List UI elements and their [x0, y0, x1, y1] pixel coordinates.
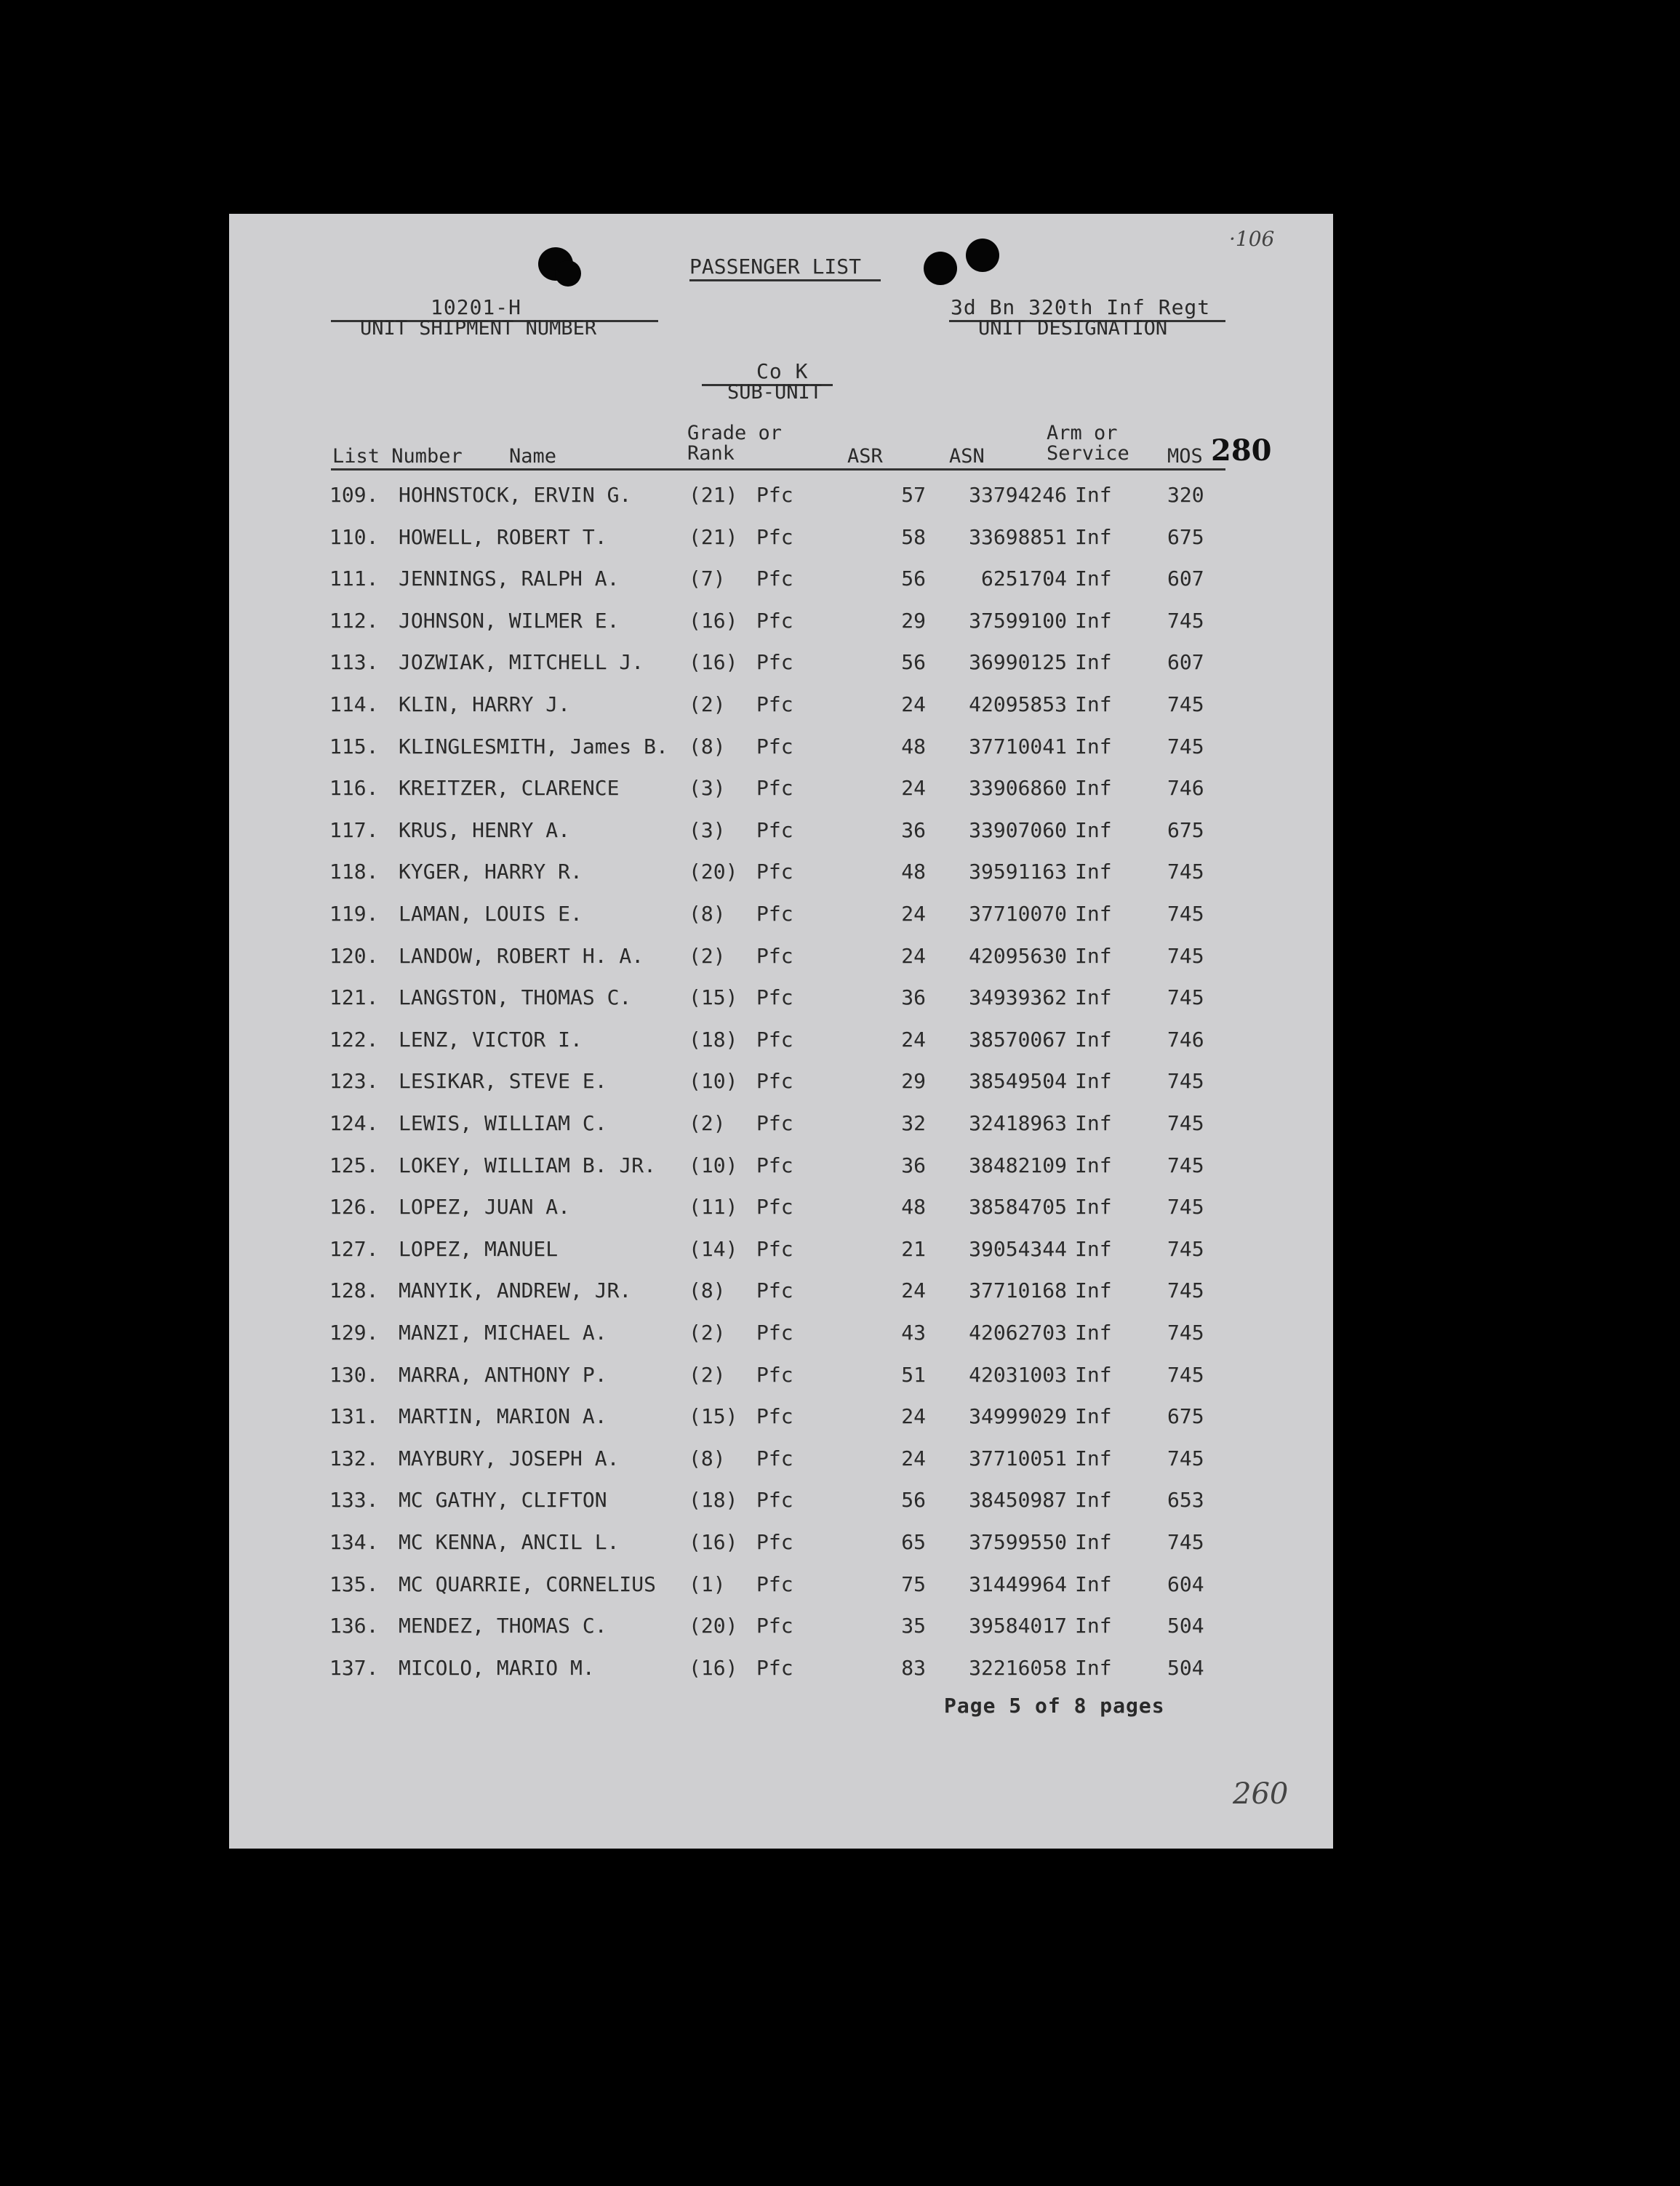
cell-arm: Inf	[1075, 1404, 1112, 1429]
cell-name: MANZI, MICHAEL A.	[399, 1321, 607, 1345]
cell-num: 112.	[329, 608, 379, 633]
cell-asr: 58	[901, 524, 926, 549]
cell-arm: Inf	[1075, 734, 1112, 758]
cell-name: MANYIK, ANDREW, JR.	[399, 1278, 632, 1303]
cell-mos: 745	[1167, 902, 1204, 926]
table-row	[229, 1404, 1333, 1441]
cell-grade: (2)	[689, 943, 726, 968]
cell-grade: (18)	[689, 1027, 738, 1052]
cell-name: KLIN, HARRY J.	[399, 692, 571, 716]
cell-rank: Pfc	[756, 1027, 793, 1052]
cell-name: LOPEZ, JUAN A.	[399, 1195, 571, 1220]
table-row	[229, 944, 1333, 980]
cell-asn: 38549504	[969, 1069, 1067, 1094]
col-header-asn: ASN	[949, 445, 985, 468]
cell-arm: Inf	[1075, 1027, 1112, 1052]
cell-arm: Inf	[1075, 1362, 1112, 1387]
cell-asn: 31449964	[969, 1572, 1067, 1596]
cell-rank: Pfc	[756, 483, 793, 507]
cell-asn: 39054344	[969, 1236, 1067, 1261]
table-row	[229, 776, 1333, 812]
shipment-number-label: UNIT SHIPMENT NUMBER	[360, 317, 597, 340]
cell-num: 126.	[329, 1195, 379, 1220]
cell-mos: 745	[1167, 1321, 1204, 1345]
cell-asr: 65	[901, 1530, 926, 1554]
cell-asn: 32216058	[969, 1655, 1067, 1680]
cell-mos: 746	[1167, 1027, 1204, 1052]
cell-asr: 36	[901, 817, 926, 842]
cell-asn: 37599550	[969, 1530, 1067, 1554]
cell-asr: 29	[901, 608, 926, 633]
cell-asr: 56	[901, 1488, 926, 1513]
cell-grade: (16)	[689, 1655, 738, 1680]
cell-num: 111.	[329, 566, 379, 591]
cell-rank: Pfc	[756, 1362, 793, 1387]
cell-arm: Inf	[1075, 483, 1112, 507]
title-underline	[689, 279, 881, 281]
cell-name: MARTIN, MARION A.	[399, 1404, 607, 1429]
cell-num: 121.	[329, 985, 379, 1010]
cell-mos: 675	[1167, 524, 1204, 549]
cell-grade: (2)	[689, 1111, 726, 1135]
cell-name: LOPEZ, MANUEL	[399, 1236, 559, 1261]
cell-asn: 42095630	[969, 943, 1067, 968]
cell-mos: 745	[1167, 1153, 1204, 1177]
cell-rank: Pfc	[756, 985, 793, 1010]
cell-mos: 745	[1167, 943, 1204, 968]
cell-arm: Inf	[1075, 608, 1112, 633]
cell-mos: 745	[1167, 1069, 1204, 1094]
cell-asn: 36990125	[969, 650, 1067, 675]
cell-asn: 38584705	[969, 1195, 1067, 1220]
cell-asn: 33906860	[969, 776, 1067, 801]
cell-arm: Inf	[1075, 1614, 1112, 1638]
cell-rank: Pfc	[756, 524, 793, 549]
corner-mark: ·106	[1229, 227, 1275, 251]
header-underline	[331, 468, 1225, 471]
col-header-asr: ASR	[847, 445, 883, 468]
cell-arm: Inf	[1075, 1530, 1112, 1554]
cell-rank: Pfc	[756, 566, 793, 591]
punch-hole-left-2	[555, 260, 581, 287]
cell-arm: Inf	[1075, 1195, 1112, 1220]
table-row	[229, 818, 1333, 854]
table-row	[229, 650, 1333, 686]
cell-name: KLINGLESMITH, James B.	[399, 734, 668, 758]
cell-mos: 607	[1167, 650, 1204, 675]
table-row	[229, 525, 1333, 561]
table-row	[229, 1111, 1333, 1148]
cell-name: HOHNSTOCK, ERVIN G.	[399, 483, 632, 507]
cell-arm: Inf	[1075, 692, 1112, 716]
cell-arm: Inf	[1075, 1153, 1112, 1177]
cell-arm: Inf	[1075, 650, 1112, 675]
cell-rank: Pfc	[756, 817, 793, 842]
cell-grade: (15)	[689, 1404, 738, 1429]
cell-asr: 43	[901, 1321, 926, 1345]
cell-name: LENZ, VICTOR I.	[399, 1027, 583, 1052]
cell-asn: 39591163	[969, 860, 1067, 884]
cell-grade: (18)	[689, 1488, 738, 1513]
cell-num: 135.	[329, 1572, 379, 1596]
cell-arm: Inf	[1075, 1655, 1112, 1680]
table-row	[229, 1237, 1333, 1273]
cell-num: 118.	[329, 860, 379, 884]
cell-asn: 37599100	[969, 608, 1067, 633]
cell-rank: Pfc	[756, 1278, 793, 1303]
unit-designation: 3d Bn 320th Inf Regt	[951, 295, 1211, 319]
cell-rank: Pfc	[756, 860, 793, 884]
cell-num: 120.	[329, 943, 379, 968]
cell-mos: 675	[1167, 1404, 1204, 1429]
cell-rank: Pfc	[756, 734, 793, 758]
cell-rank: Pfc	[756, 1195, 793, 1220]
cell-asn: 37710168	[969, 1278, 1067, 1303]
cell-name: JOZWIAK, MITCHELL J.	[399, 650, 644, 675]
cell-asr: 48	[901, 860, 926, 884]
table-row	[229, 985, 1333, 1022]
cell-num: 124.	[329, 1111, 379, 1135]
cell-asr: 75	[901, 1572, 926, 1596]
cell-name: JENNINGS, RALPH A.	[399, 566, 620, 591]
table-row	[229, 1446, 1333, 1483]
cell-asn: 32418963	[969, 1111, 1067, 1135]
cell-asn: 37710070	[969, 902, 1067, 926]
cell-mos: 607	[1167, 566, 1204, 591]
cell-name: KYGER, HARRY R.	[399, 860, 583, 884]
table-row	[229, 1321, 1333, 1357]
cell-asr: 83	[901, 1655, 926, 1680]
punch-hole-right	[924, 252, 957, 285]
table-row	[229, 860, 1333, 896]
cell-mos: 745	[1167, 1236, 1204, 1261]
cell-asn: 38482109	[969, 1153, 1067, 1177]
table-row	[229, 902, 1333, 938]
cell-mos: 746	[1167, 776, 1204, 801]
table-row	[229, 734, 1333, 771]
cell-grade: (3)	[689, 817, 726, 842]
cell-mos: 745	[1167, 692, 1204, 716]
cell-asr: 24	[901, 902, 926, 926]
cell-grade: (2)	[689, 1321, 726, 1345]
cell-rank: Pfc	[756, 1614, 793, 1638]
cell-rank: Pfc	[756, 1655, 793, 1680]
cell-asr: 24	[901, 1404, 926, 1429]
cell-mos: 745	[1167, 1111, 1204, 1135]
cell-arm: Inf	[1075, 817, 1112, 842]
cell-asr: 35	[901, 1614, 926, 1638]
col-header-mos: MOS	[1167, 445, 1203, 468]
cell-name: MC GATHY, CLIFTON	[399, 1488, 607, 1513]
cell-grade: (8)	[689, 1278, 726, 1303]
cell-arm: Inf	[1075, 776, 1112, 801]
cell-mos: 745	[1167, 608, 1204, 633]
cell-grade: (21)	[689, 483, 738, 507]
document-page	[229, 214, 1333, 1849]
cell-arm: Inf	[1075, 1069, 1112, 1094]
cell-rank: Pfc	[756, 1236, 793, 1261]
cell-asr: 56	[901, 566, 926, 591]
table-row	[229, 1656, 1333, 1692]
cell-asn: 34939362	[969, 985, 1067, 1010]
cell-grade: (8)	[689, 902, 726, 926]
cell-asn: 38570067	[969, 1027, 1067, 1052]
cell-name: MC KENNA, ANCIL L.	[399, 1530, 620, 1554]
cell-asr: 24	[901, 1027, 926, 1052]
cell-asr: 29	[901, 1069, 926, 1094]
table-row	[229, 692, 1333, 729]
cell-grade: (20)	[689, 860, 738, 884]
table-row	[229, 1153, 1333, 1190]
cell-asn: 42031003	[969, 1362, 1067, 1387]
cell-name: KREITZER, CLARENCE	[399, 776, 620, 801]
cell-mos: 604	[1167, 1572, 1204, 1596]
cell-grade: (7)	[689, 566, 726, 591]
cell-rank: Pfc	[756, 776, 793, 801]
cell-name: MAYBURY, JOSEPH A.	[399, 1446, 620, 1470]
cell-grade: (16)	[689, 1530, 738, 1554]
cell-arm: Inf	[1075, 566, 1112, 591]
page-title: PASSENGER LIST	[689, 255, 862, 279]
cell-mos: 745	[1167, 1530, 1204, 1554]
cell-asr: 48	[901, 1195, 926, 1220]
cell-asn: 37710041	[969, 734, 1067, 758]
cell-num: 130.	[329, 1362, 379, 1387]
unit-designation-label: UNIT DESIGNATION	[978, 317, 1168, 340]
col-header-arm-1: Arm or	[1047, 422, 1118, 444]
cell-asr: 24	[901, 692, 926, 716]
table-row	[229, 1530, 1333, 1566]
cell-arm: Inf	[1075, 1236, 1112, 1261]
cell-mos: 504	[1167, 1655, 1204, 1680]
cell-grade: (8)	[689, 734, 726, 758]
cell-rank: Pfc	[756, 1153, 793, 1177]
table-row	[229, 1363, 1333, 1399]
cell-grade: (1)	[689, 1572, 726, 1596]
cell-name: MENDEZ, THOMAS C.	[399, 1614, 607, 1638]
cell-mos: 745	[1167, 860, 1204, 884]
cell-rank: Pfc	[756, 650, 793, 675]
cell-name: KRUS, HENRY A.	[399, 817, 571, 842]
cell-asn: 42062703	[969, 1321, 1067, 1345]
cell-num: 116.	[329, 776, 379, 801]
cell-asn: 33794246	[969, 483, 1067, 507]
cell-rank: Pfc	[756, 943, 793, 968]
cell-asr: 36	[901, 1153, 926, 1177]
cell-grade: (15)	[689, 985, 738, 1010]
cell-grade: (10)	[689, 1153, 738, 1177]
cell-mos: 745	[1167, 1446, 1204, 1470]
cell-num: 134.	[329, 1530, 379, 1554]
cell-rank: Pfc	[756, 1488, 793, 1513]
cell-name: MC QUARRIE, CORNELIUS	[399, 1572, 657, 1596]
table-row	[229, 1572, 1333, 1609]
cell-num: 115.	[329, 734, 379, 758]
cell-asr: 51	[901, 1362, 926, 1387]
cell-name: LOKEY, WILLIAM B. JR.	[399, 1153, 657, 1177]
cell-num: 114.	[329, 692, 379, 716]
cell-num: 119.	[329, 902, 379, 926]
cell-rank: Pfc	[756, 692, 793, 716]
cell-grade: (21)	[689, 524, 738, 549]
col-header-arm-2: Service	[1047, 442, 1129, 465]
cell-arm: Inf	[1075, 1321, 1112, 1345]
cell-grade: (10)	[689, 1069, 738, 1094]
cell-num: 129.	[329, 1321, 379, 1345]
cell-grade: (3)	[689, 776, 726, 801]
cell-rank: Pfc	[756, 1069, 793, 1094]
cell-asn: 33698851	[969, 524, 1067, 549]
page-footer: Page 5 of 8 pages	[944, 1694, 1165, 1718]
cell-name: MARRA, ANTHONY P.	[399, 1362, 607, 1387]
cell-name: LESIKAR, STEVE E.	[399, 1069, 607, 1094]
cell-num: 125.	[329, 1153, 379, 1177]
cell-grade: (16)	[689, 608, 738, 633]
cell-grade: (2)	[689, 1362, 726, 1387]
sub-unit: Co K	[756, 359, 809, 383]
shipment-number: 10201-H	[431, 295, 522, 319]
cell-mos: 745	[1167, 1278, 1204, 1303]
cell-rank: Pfc	[756, 1446, 793, 1470]
cell-grade: (11)	[689, 1195, 738, 1220]
cell-grade: (16)	[689, 650, 738, 675]
cell-num: 110.	[329, 524, 379, 549]
cell-asr: 24	[901, 1446, 926, 1470]
cell-num: 122.	[329, 1027, 379, 1052]
cell-arm: Inf	[1075, 524, 1112, 549]
cell-asn: 6251704	[980, 566, 1067, 591]
cell-num: 128.	[329, 1278, 379, 1303]
handwritten-number: 260	[1233, 1777, 1289, 1811]
cell-rank: Pfc	[756, 1530, 793, 1554]
col-header-grade-2: Rank	[687, 442, 735, 465]
cell-asn: 34999029	[969, 1404, 1067, 1429]
cell-grade: (14)	[689, 1236, 738, 1261]
cell-num: 109.	[329, 483, 379, 507]
col-header-name: Name	[509, 445, 557, 468]
cell-num: 113.	[329, 650, 379, 675]
cell-rank: Pfc	[756, 1111, 793, 1135]
col-header-list-number: List Number	[332, 445, 463, 468]
cell-arm: Inf	[1075, 943, 1112, 968]
cell-rank: Pfc	[756, 608, 793, 633]
cell-num: 132.	[329, 1446, 379, 1470]
cell-asr: 32	[901, 1111, 926, 1135]
cell-name: JOHNSON, WILMER E.	[399, 608, 620, 633]
cell-name: HOWELL, ROBERT T.	[399, 524, 607, 549]
table-row	[229, 483, 1333, 519]
cell-grade: (8)	[689, 1446, 726, 1470]
table-row	[229, 566, 1333, 603]
cell-rank: Pfc	[756, 1321, 793, 1345]
cell-mos: 745	[1167, 1362, 1204, 1387]
cell-mos: 745	[1167, 734, 1204, 758]
table-row	[229, 1614, 1333, 1650]
cell-asr: 24	[901, 776, 926, 801]
cell-arm: Inf	[1075, 860, 1112, 884]
table-row	[229, 609, 1333, 645]
sub-unit-label: SUB-UNIT	[727, 381, 823, 404]
cell-num: 137.	[329, 1655, 379, 1680]
cell-asr: 48	[901, 734, 926, 758]
cell-num: 127.	[329, 1236, 379, 1261]
punch-hole-right-2	[966, 239, 999, 272]
cell-asr: 24	[901, 1278, 926, 1303]
cell-asr: 36	[901, 985, 926, 1010]
cell-asr: 56	[901, 650, 926, 675]
cell-num: 136.	[329, 1614, 379, 1638]
cell-num: 117.	[329, 817, 379, 842]
cell-mos: 504	[1167, 1614, 1204, 1638]
cell-grade: (20)	[689, 1614, 738, 1638]
cell-num: 133.	[329, 1488, 379, 1513]
cell-num: 123.	[329, 1069, 379, 1094]
cell-mos: 675	[1167, 817, 1204, 842]
cell-name: MICOLO, MARIO M.	[399, 1655, 595, 1680]
cell-name: LANGSTON, THOMAS C.	[399, 985, 632, 1010]
table-row	[229, 1278, 1333, 1315]
cell-mos: 745	[1167, 985, 1204, 1010]
cell-arm: Inf	[1075, 1278, 1112, 1303]
cell-name: LAMAN, LOUIS E.	[399, 902, 583, 926]
cell-arm: Inf	[1075, 1488, 1112, 1513]
cell-num: 131.	[329, 1404, 379, 1429]
col-header-grade-1: Grade or	[687, 422, 783, 444]
cell-asr: 21	[901, 1236, 926, 1261]
cell-rank: Pfc	[756, 1572, 793, 1596]
table-row	[229, 1488, 1333, 1524]
cell-asn: 39584017	[969, 1614, 1067, 1638]
cell-name: LANDOW, ROBERT H. A.	[399, 943, 644, 968]
cell-name: LEWIS, WILLIAM C.	[399, 1111, 607, 1135]
cell-rank: Pfc	[756, 1404, 793, 1429]
cell-asn: 37710051	[969, 1446, 1067, 1470]
cell-asn: 42095853	[969, 692, 1067, 716]
cell-arm: Inf	[1075, 1111, 1112, 1135]
stamp-number: 280	[1211, 433, 1272, 468]
cell-rank: Pfc	[756, 902, 793, 926]
cell-asn: 38450987	[969, 1488, 1067, 1513]
cell-grade: (2)	[689, 692, 726, 716]
cell-mos: 320	[1167, 483, 1204, 507]
cell-asn: 33907060	[969, 817, 1067, 842]
cell-arm: Inf	[1075, 985, 1112, 1010]
cell-arm: Inf	[1075, 1572, 1112, 1596]
table-row	[229, 1028, 1333, 1064]
table-row	[229, 1195, 1333, 1231]
cell-asr: 57	[901, 483, 926, 507]
cell-mos: 745	[1167, 1195, 1204, 1220]
cell-mos: 653	[1167, 1488, 1204, 1513]
cell-arm: Inf	[1075, 902, 1112, 926]
cell-asr: 24	[901, 943, 926, 968]
table-row	[229, 1069, 1333, 1105]
cell-arm: Inf	[1075, 1446, 1112, 1470]
